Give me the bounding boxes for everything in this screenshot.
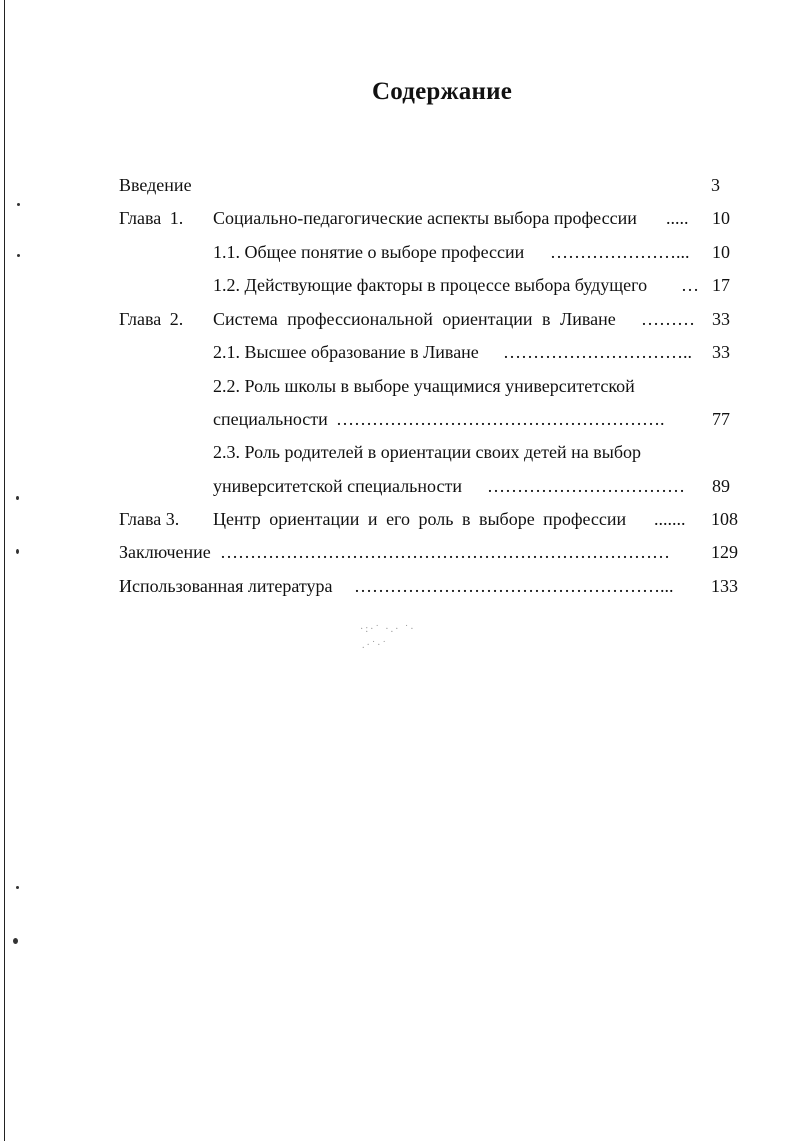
scan-edge-line — [4, 0, 5, 1141]
toc-chapter-label: Глава 3. — [119, 509, 180, 529]
toc-entry-text: Введение — [119, 175, 192, 195]
toc-page-number: 108 — [711, 509, 738, 529]
toc-entry-text: Использованная литература — [119, 576, 333, 596]
toc-leader: ..... — [666, 208, 689, 228]
toc-leader: ………………………………………………………………… — [220, 542, 670, 562]
toc-page-number: 77 — [712, 409, 730, 429]
toc-page-number: 33 — [712, 342, 730, 362]
scan-noise: .·˙·˙ — [362, 640, 388, 651]
toc-entry-text: Центр ориентации и его роль в выборе профессии — [213, 509, 627, 529]
toc-page-number: 17 — [712, 275, 730, 295]
scan-speck — [13, 938, 18, 944]
scan-speck — [17, 203, 20, 206]
toc-leader: ……… — [641, 309, 695, 329]
scan-speck — [16, 549, 19, 554]
toc-page-number: 10 — [712, 242, 730, 262]
toc-page-number: 129 — [711, 542, 738, 562]
toc-leader: …………………………… — [487, 476, 685, 496]
toc-leader: ………………………………………………. — [336, 409, 665, 429]
scan-noise: ·:·˙ ·.· ˙· — [360, 624, 416, 635]
toc-entry-text: Заключение — [119, 542, 211, 562]
toc-leader: …………………... — [550, 242, 690, 262]
toc-entry-text: 1.2. Действующие факторы в процессе выбора будущего — [213, 275, 648, 295]
toc-entry-text: 2.3. Роль родителей в ориентации своих детей на выбор — [213, 442, 641, 462]
toc-entry-text: Социально-педагогические аспекты выбора профессии — [213, 208, 637, 228]
toc-entry-text: Система профессиональной ориентации в Ливане — [213, 309, 616, 329]
toc-chapter-label: Глава 1. — [119, 208, 184, 228]
scan-speck — [16, 886, 19, 889]
toc-page-number: 33 — [712, 309, 730, 329]
toc-leader: ………………………….. — [503, 342, 692, 362]
toc-page-number: 133 — [711, 576, 738, 596]
scan-speck — [17, 254, 20, 257]
toc-entry-text: 2.1. Высшее образование в Ливане — [213, 342, 479, 362]
toc-page-number: 89 — [712, 476, 730, 496]
page-title: Содержание — [371, 78, 512, 105]
toc-entry-text: специальности — [213, 409, 328, 429]
toc-chapter-label: Глава 2. — [119, 309, 184, 329]
toc-leader: ……………………………………………... — [354, 576, 674, 596]
toc-page-number: 3 — [711, 175, 720, 195]
toc-entry-text: университетской специальности — [213, 476, 462, 496]
toc-entry-text: 2.2. Роль школы в выборе учащимися университетской — [213, 376, 635, 396]
toc-leader: ....... — [654, 509, 686, 529]
scan-speck — [16, 496, 19, 500]
toc-entry-text: 1.1. Общее понятие о выборе профессии — [213, 242, 525, 262]
toc-page-number: 10 — [712, 208, 730, 228]
toc-leader: … — [681, 275, 699, 295]
